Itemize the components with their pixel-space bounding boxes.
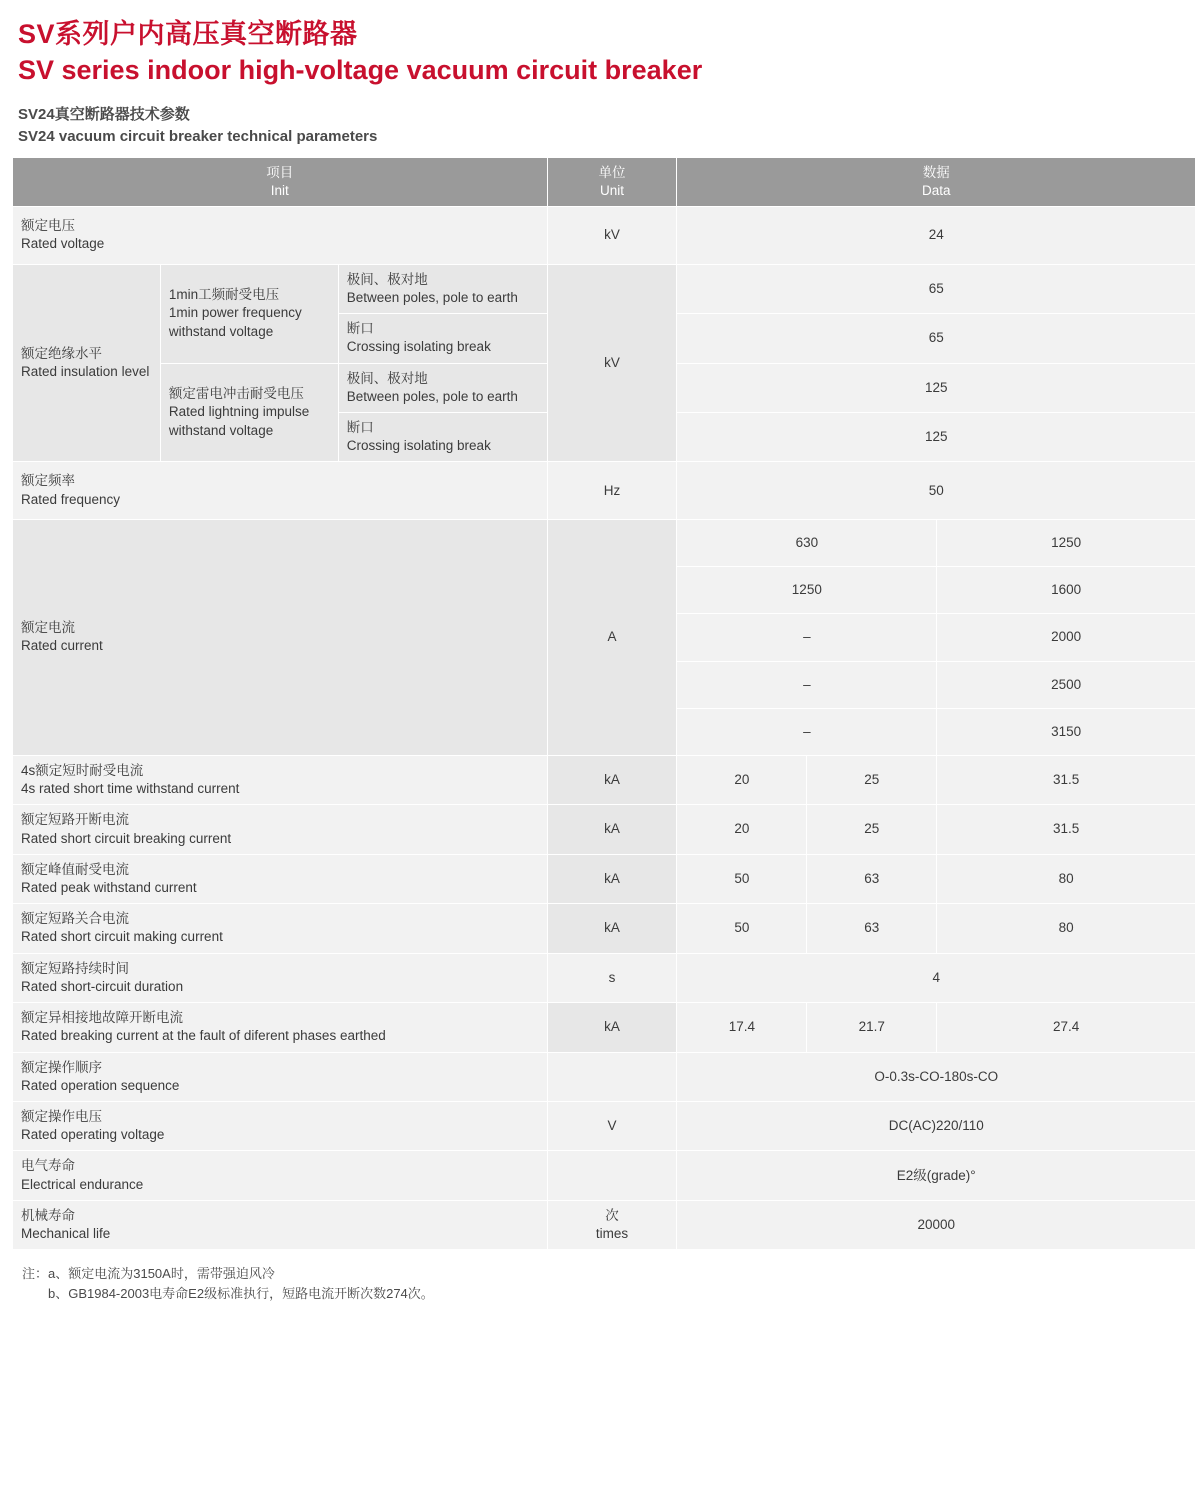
cell-value: 2500 (937, 661, 1196, 708)
label-cn: 1min工频耐受电压 (168, 287, 280, 303)
row-label-rated-current (13, 519, 548, 755)
header-item-cn: 项目 (266, 164, 294, 180)
label-cn: 极间、极对地 (346, 271, 428, 287)
cell-value: 2000 (937, 614, 1196, 661)
label-cn: 额定频率 (21, 473, 75, 489)
section-subtitle-cn: SV24真空断路器技术参数 (18, 105, 190, 123)
label-cn: 额定短路关合电流 (21, 911, 129, 927)
technical-parameters-table (12, 157, 1196, 1251)
cell-value: – (677, 614, 937, 661)
label-cn: 机械寿命 (21, 1207, 75, 1223)
table-row (13, 805, 1196, 854)
cell-unit: s (547, 953, 677, 1002)
cell-value: E2级(grade)° (677, 1151, 1196, 1200)
label-cn: 4s额定短时耐受电流 (21, 762, 144, 778)
cell-unit: kV (547, 264, 677, 462)
table-row (13, 1052, 1196, 1101)
label-en: Rated insulation level (21, 364, 150, 380)
cell-unit: kA (547, 1003, 677, 1052)
table-row (13, 519, 1196, 566)
cell-unit: kA (547, 805, 677, 854)
row-label-rated-voltage (13, 207, 548, 264)
label-en: Rated operating voltage (21, 1127, 165, 1143)
cell-unit (547, 1151, 677, 1200)
table-row (13, 1102, 1196, 1151)
row-label-short-circuit-breaking (13, 805, 548, 854)
label-en: Between poles, pole to earth (346, 388, 518, 404)
label-en: Mechanical life (21, 1226, 111, 1242)
row-label-operating-voltage (13, 1102, 548, 1151)
cell-value: 80 (937, 904, 1196, 953)
header-unit-en: Unit (600, 183, 625, 198)
label-cn: 额定短路开断电流 (21, 812, 129, 828)
cell-unit: Hz (547, 462, 677, 519)
label-en: Rated short circuit making current (21, 929, 223, 945)
row-label-electrical-endurance (13, 1151, 548, 1200)
label-en: Rated short circuit breaking current (21, 830, 232, 846)
label-cn: 额定雷电冲击耐受电压 (168, 386, 304, 402)
header-data-en: Data (921, 183, 951, 198)
label-cn: 额定绝缘水平 (21, 345, 102, 361)
cell-value: 3150 (937, 708, 1196, 755)
row-label-short-circuit-duration (13, 953, 548, 1002)
label-en: Rated operation sequence (21, 1077, 180, 1093)
table-row (13, 1003, 1196, 1052)
cell-unit: A (547, 519, 677, 755)
cell-value: 27.4 (937, 1003, 1196, 1052)
table-row (13, 854, 1196, 903)
label-cn: 断口 (346, 321, 374, 337)
cell-value: 20000 (677, 1200, 1196, 1249)
label-en: Rated short-circuit duration (21, 978, 184, 994)
table-row (13, 462, 1196, 519)
cell-value: 31.5 (937, 805, 1196, 854)
table-row (13, 755, 1196, 804)
subgroup-label-power-frequency (160, 264, 338, 363)
row-label-rated-frequency (13, 462, 548, 519)
cell-value: 65 (677, 264, 1196, 313)
cell-value: 50 (677, 904, 807, 953)
table-row (13, 904, 1196, 953)
label-cn: 额定操作电压 (21, 1109, 102, 1124)
notes-label: 注： (22, 1266, 49, 1282)
cell-unit: kA (547, 904, 677, 953)
label-cn: 极间、极对地 (346, 370, 428, 386)
page-title-en: SV series indoor high-voltage vacuum circuit breaker (18, 55, 703, 86)
cell-value: 80 (937, 854, 1196, 903)
label-cn: 电气寿命 (21, 1158, 75, 1174)
cell-value: 24 (677, 207, 1196, 264)
cell-value: 125 (677, 363, 1196, 412)
label-en: Rated breaking current at the fault of diferent phases earthed (21, 1028, 386, 1044)
row-label-short-circuit-making (13, 904, 548, 953)
label-cn: 额定操作顺序 (21, 1059, 102, 1075)
note-line-1 (22, 1264, 1192, 1284)
cell-value: 31.5 (937, 755, 1196, 804)
cell-value: 630 (677, 519, 937, 566)
cell-value: 25 (807, 755, 937, 804)
label-en: Crossing isolating break (346, 438, 491, 454)
label-en: Rated peak withstand current (21, 880, 197, 896)
cell-value: 1600 (937, 567, 1196, 614)
label-en: Rated voltage (21, 236, 105, 252)
label-en: Electrical endurance (21, 1176, 144, 1192)
label-en: Rated current (21, 638, 103, 654)
cell-value: DC(AC)220/110 (677, 1102, 1196, 1151)
cell-value: O-0.3s-CO-180s-CO (677, 1052, 1196, 1101)
cell-value: 1250 (937, 519, 1196, 566)
cell-value: 50 (677, 462, 1196, 519)
cell-unit-en: times (595, 1226, 629, 1242)
label-en: Between poles, pole to earth (346, 289, 518, 305)
table-row (13, 264, 1196, 313)
table-row (13, 207, 1196, 264)
cell-value: 20 (677, 755, 807, 804)
row-label-fault-breaking (13, 1003, 548, 1052)
subitem-label-between-poles (338, 363, 547, 412)
cell-value: 20 (677, 805, 807, 854)
label-cn: 额定短路持续时间 (21, 960, 129, 976)
cell-unit-cn: 次 (605, 1207, 619, 1223)
table-row (13, 1200, 1196, 1249)
table-header-row (13, 157, 1196, 206)
cell-unit: V (547, 1102, 677, 1151)
notes-block (22, 1264, 1192, 1304)
header-item-en: Init (270, 183, 289, 198)
cell-value: 21.7 (807, 1003, 937, 1052)
header-unit (547, 157, 677, 206)
cell-value: 25 (807, 805, 937, 854)
label-en: Crossing isolating break (346, 339, 491, 355)
header-item (13, 157, 548, 206)
note-text-a: a、额定电流为3150A时，需带强迫风冷 (48, 1266, 275, 1282)
subgroup-label-lightning-impulse (160, 363, 338, 462)
cell-value: 1250 (677, 567, 937, 614)
cell-unit (547, 1052, 677, 1101)
row-label-short-time-withstand (13, 755, 548, 804)
cell-value: 63 (807, 904, 937, 953)
cell-value: 125 (677, 412, 1196, 461)
label-en: 1min power frequency withstand voltage (168, 305, 302, 339)
row-label-peak-withstand (13, 854, 548, 903)
cell-value: 4 (677, 953, 1196, 1002)
cell-unit: kA (547, 854, 677, 903)
label-en: Rated lightning impulse withstand voltage (168, 404, 310, 438)
row-label-operation-sequence (13, 1052, 548, 1101)
cell-value: 50 (677, 854, 807, 903)
section-subtitle-en: SV24 vacuum circuit breaker technical parameters (18, 127, 378, 145)
page-title-cn: SV系列户内高压真空断路器 (18, 19, 358, 49)
cell-unit: kV (547, 207, 677, 264)
cell-value: – (677, 708, 937, 755)
subitem-label-between-poles (338, 264, 547, 313)
cell-value: 63 (807, 854, 937, 903)
label-cn: 额定电压 (21, 218, 75, 234)
header-unit-cn: 单位 (598, 164, 626, 180)
subitem-label-crossing-break (338, 314, 547, 363)
row-label-mechanical-life (13, 1200, 548, 1249)
header-data-cn: 数据 (922, 164, 950, 180)
row-label-insulation (13, 264, 161, 462)
label-cn: 断口 (346, 419, 374, 435)
label-cn: 额定峰值耐受电流 (21, 861, 129, 877)
label-cn: 额定电流 (21, 620, 75, 636)
table-row (13, 953, 1196, 1002)
label-en: 4s rated short time withstand current (21, 781, 240, 797)
note-text-b: b、GB1984-2003电寿命E2级标准执行，短路电流开断次数274次。 (48, 1286, 434, 1302)
cell-unit (547, 1200, 677, 1249)
table-row (13, 1151, 1196, 1200)
subitem-label-crossing-break (338, 412, 547, 461)
label-cn: 额定异相接地故障开断电流 (21, 1010, 183, 1026)
cell-value: 17.4 (677, 1003, 807, 1052)
cell-unit: kA (547, 755, 677, 804)
cell-value: 65 (677, 314, 1196, 363)
note-line-2 (48, 1284, 1192, 1304)
cell-value: – (677, 661, 937, 708)
label-en: Rated frequency (21, 491, 121, 507)
header-data (677, 157, 1196, 206)
